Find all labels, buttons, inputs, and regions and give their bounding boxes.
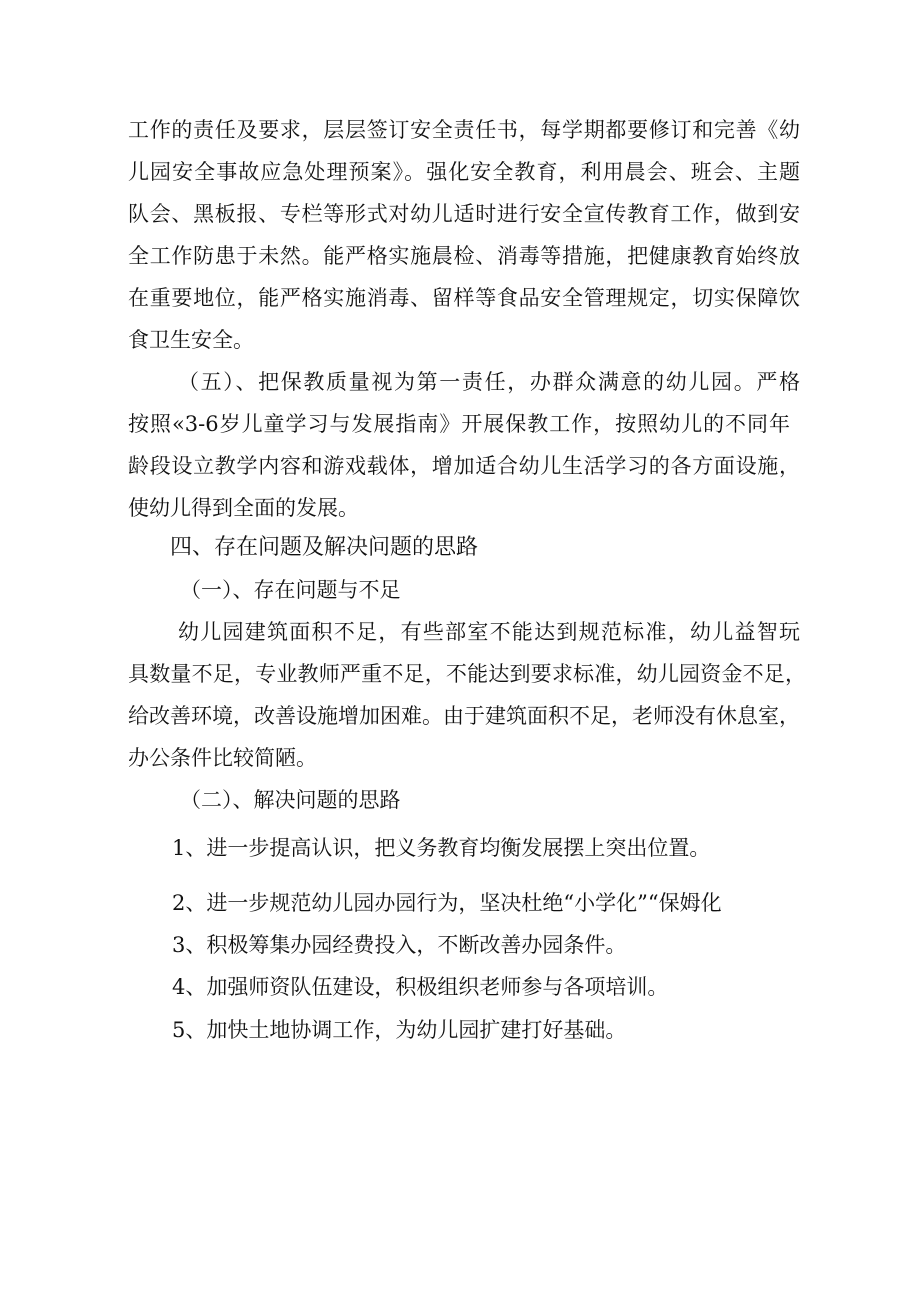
paragraph-line: 儿园安全事故应急处理预案》。强化安全教育，利用晨会、班会、主题	[128, 160, 800, 184]
list-item: 4、加强师资队伍建设，积极组织老师参与各项培训。	[172, 975, 669, 999]
subsection-heading: （二）、解决问题的思路	[180, 788, 401, 812]
paragraph-line: 在重要地位，能严格实施消毒、留样等食品安全管理规定，切实保障饮	[128, 286, 800, 310]
paragraph-line: 具数量不足，专业教师严重不足，不能达到要求标准，幼儿园资金不足，	[128, 662, 806, 686]
paragraph-line: 食卫生安全。	[128, 328, 254, 352]
paragraph-line: 幼儿园建筑面积不足，有些部室不能达到规范标准，幼儿益智玩	[178, 620, 800, 644]
paragraph-line: 使幼儿得到全面的发展。	[128, 496, 359, 520]
paragraph-line: 办公条件比较简陋。	[128, 746, 317, 770]
paragraph-line: 龄段设立教学内容和游戏载体，增加适合幼儿生活学习的各方面设施，	[128, 454, 800, 478]
list-item: 1、进一步提高认识，把义务教育均衡发展摆上突出位置。	[172, 836, 711, 860]
paragraph-line: 给改善环境，改善设施增加困难。由于建筑面积不足，老师没有休息室，	[128, 704, 800, 728]
section-heading: 四、存在问题及解决问题的思路	[170, 535, 479, 560]
list-item: 5、加快土地协调工作，为幼儿园扩建打好基础。	[172, 1018, 627, 1042]
paragraph-line: 全工作防患于未然。能严格实施晨检、消毒等措施，把健康教育始终放	[128, 244, 800, 268]
subsection-heading: （一）、存在问题与不足	[180, 578, 401, 602]
list-item: 3、积极筹集办园经费投入，不断改善办园条件。	[172, 933, 627, 957]
paragraph-line: 队会、黑板报、专栏等形式对幼儿适时进行安全宣传教育工作，做到安	[128, 202, 800, 226]
paragraph-line: 按照«3-6岁儿童学习与发展指南》开展保教工作，按照幼儿的不同年	[128, 412, 790, 436]
paragraph-line: 工作的责任及要求，层层签订安全责任书，每学期都要修订和完善《幼	[128, 118, 800, 142]
list-item: 2、进一步规范幼儿园办园行为，坚决杜绝“小学化”“保姆化	[172, 891, 722, 915]
paragraph-line: （五）、把保教质量视为第一责任，办群众满意的幼儿园。严格	[178, 370, 800, 394]
